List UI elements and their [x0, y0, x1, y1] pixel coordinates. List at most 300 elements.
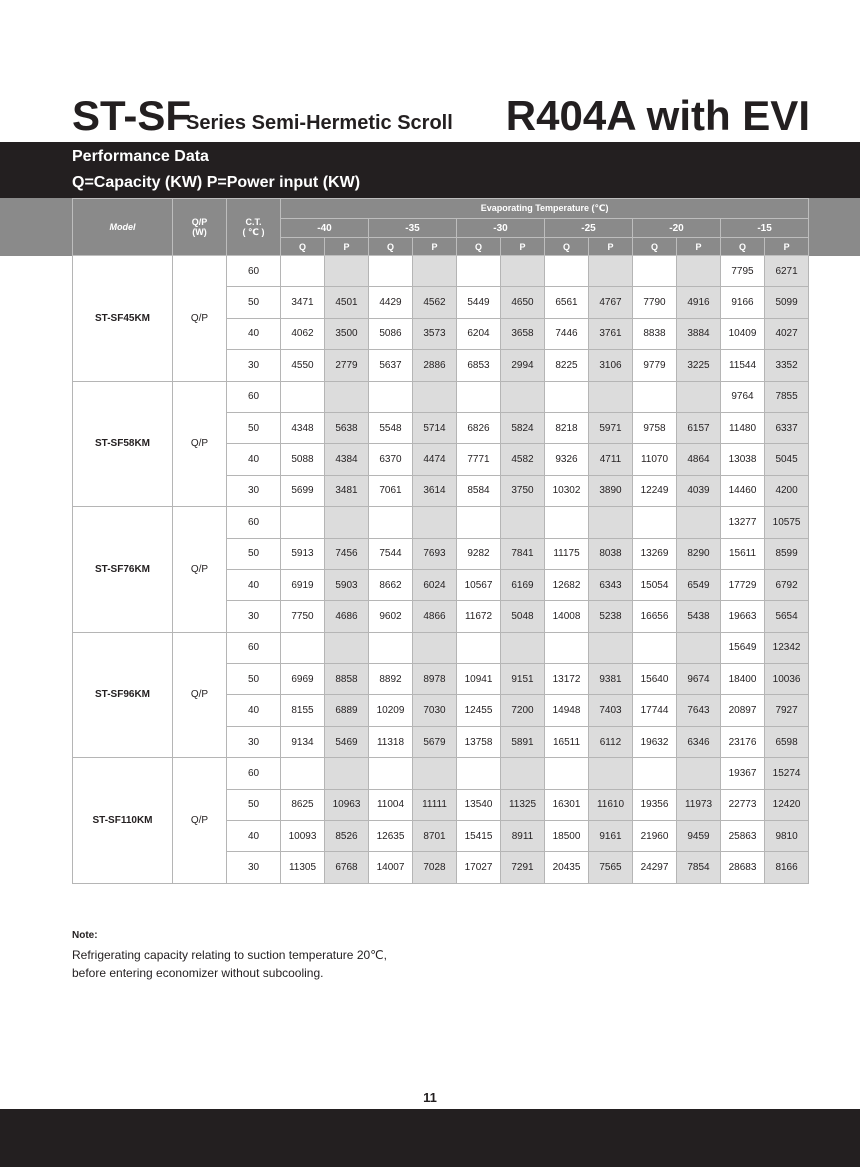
- capacity-cell: 15054: [633, 569, 677, 600]
- page-title-row: [72, 88, 812, 140]
- header-p: P: [677, 238, 721, 256]
- capacity-cell: [369, 632, 413, 663]
- series-title: ST-SF: [72, 92, 192, 139]
- power-cell: 7643: [677, 695, 721, 726]
- power-cell: 4864: [677, 444, 721, 475]
- header-temp: -30: [457, 219, 545, 238]
- power-cell: 6337: [765, 412, 809, 443]
- power-cell: 8166: [765, 852, 809, 883]
- power-cell: 8290: [677, 538, 721, 569]
- power-cell: 6549: [677, 569, 721, 600]
- power-cell: 6157: [677, 412, 721, 443]
- power-cell: 4562: [413, 287, 457, 318]
- model-name: ST-SF76KM: [73, 507, 173, 633]
- model-qp: Q/P: [173, 632, 227, 758]
- power-cell: 3884: [677, 318, 721, 349]
- performance-table: [72, 198, 809, 884]
- capacity-cell: 9282: [457, 538, 501, 569]
- capacity-cell: 11004: [369, 789, 413, 820]
- power-cell: 5891: [501, 726, 545, 757]
- capacity-cell: 6370: [369, 444, 413, 475]
- capacity-cell: 24297: [633, 852, 677, 883]
- ct-value: 60: [227, 632, 281, 663]
- capacity-cell: 19367: [721, 758, 765, 789]
- capacity-cell: 10209: [369, 695, 413, 726]
- power-cell: 3481: [325, 475, 369, 506]
- power-cell: 4200: [765, 475, 809, 506]
- capacity-cell: 5548: [369, 412, 413, 443]
- header-qp: [173, 199, 227, 256]
- header-p: P: [325, 238, 369, 256]
- capacity-cell: 14008: [545, 601, 589, 632]
- power-cell: 6346: [677, 726, 721, 757]
- power-cell: 5469: [325, 726, 369, 757]
- power-cell: 11973: [677, 789, 721, 820]
- header-temp: -20: [633, 219, 721, 238]
- capacity-cell: 17027: [457, 852, 501, 883]
- power-cell: 6169: [501, 569, 545, 600]
- capacity-cell: 7544: [369, 538, 413, 569]
- power-cell: 4474: [413, 444, 457, 475]
- power-cell: 7200: [501, 695, 545, 726]
- capacity-cell: 9764: [721, 381, 765, 412]
- capacity-cell: 6204: [457, 318, 501, 349]
- power-cell: 10036: [765, 664, 809, 695]
- capacity-cell: 4062: [281, 318, 325, 349]
- capacity-cell: 9326: [545, 444, 589, 475]
- capacity-cell: 20435: [545, 852, 589, 883]
- ct-value: 40: [227, 821, 281, 852]
- capacity-cell: 3471: [281, 287, 325, 318]
- power-cell: 6271: [765, 256, 809, 287]
- capacity-cell: 11480: [721, 412, 765, 443]
- ct-value: 40: [227, 444, 281, 475]
- capacity-cell: [369, 758, 413, 789]
- power-cell: 11610: [589, 789, 633, 820]
- power-cell: [413, 256, 457, 287]
- power-cell: 4039: [677, 475, 721, 506]
- power-cell: 6792: [765, 569, 809, 600]
- capacity-cell: 12249: [633, 475, 677, 506]
- note-line-2: before entering economizer without subcooling.: [72, 966, 324, 980]
- power-cell: 9161: [589, 821, 633, 852]
- power-cell: 2994: [501, 350, 545, 381]
- power-cell: 7291: [501, 852, 545, 883]
- capacity-cell: 5088: [281, 444, 325, 475]
- capacity-cell: 4550: [281, 350, 325, 381]
- capacity-cell: 5086: [369, 318, 413, 349]
- power-cell: 4650: [501, 287, 545, 318]
- power-cell: 4916: [677, 287, 721, 318]
- ct-value: 40: [227, 569, 281, 600]
- power-cell: 5679: [413, 726, 457, 757]
- power-cell: 4501: [325, 287, 369, 318]
- power-cell: 5099: [765, 287, 809, 318]
- power-cell: 5714: [413, 412, 457, 443]
- power-cell: [413, 507, 457, 538]
- note-title: Note:: [72, 930, 98, 941]
- capacity-cell: 18500: [545, 821, 589, 852]
- capacity-cell: 13269: [633, 538, 677, 569]
- power-cell: [501, 381, 545, 412]
- table-row: [73, 632, 809, 663]
- capacity-cell: 18400: [721, 664, 765, 695]
- ct-value: 40: [227, 318, 281, 349]
- power-cell: 5903: [325, 569, 369, 600]
- power-cell: 7030: [413, 695, 457, 726]
- capacity-cell: 7750: [281, 601, 325, 632]
- header-qp-line2: (W): [192, 227, 207, 237]
- capacity-cell: 5699: [281, 475, 325, 506]
- header-p: P: [589, 238, 633, 256]
- capacity-cell: 10409: [721, 318, 765, 349]
- power-cell: 7841: [501, 538, 545, 569]
- capacity-cell: 11318: [369, 726, 413, 757]
- section-legend: Q=Capacity (KW) P=Power input (KW): [72, 174, 361, 191]
- header-q: Q: [633, 238, 677, 256]
- header-ct-line2: ( ℃ ): [242, 226, 265, 237]
- header-temp: -15: [721, 219, 809, 238]
- power-cell: 12342: [765, 632, 809, 663]
- capacity-cell: [545, 256, 589, 287]
- power-cell: [325, 632, 369, 663]
- table-body: [73, 256, 809, 884]
- power-cell: [589, 256, 633, 287]
- capacity-cell: 9758: [633, 412, 677, 443]
- header-temp: -35: [369, 219, 457, 238]
- capacity-cell: [545, 381, 589, 412]
- capacity-cell: [369, 256, 413, 287]
- capacity-cell: 11070: [633, 444, 677, 475]
- power-cell: 7854: [677, 852, 721, 883]
- capacity-cell: 8155: [281, 695, 325, 726]
- power-cell: 10963: [325, 789, 369, 820]
- capacity-cell: 8838: [633, 318, 677, 349]
- header-p: P: [765, 238, 809, 256]
- power-cell: 4582: [501, 444, 545, 475]
- capacity-cell: 19632: [633, 726, 677, 757]
- power-cell: 11325: [501, 789, 545, 820]
- header-p: P: [501, 238, 545, 256]
- capacity-cell: 5913: [281, 538, 325, 569]
- capacity-cell: 9602: [369, 601, 413, 632]
- capacity-cell: 7790: [633, 287, 677, 318]
- power-cell: 7565: [589, 852, 633, 883]
- capacity-cell: [457, 381, 501, 412]
- capacity-cell: [281, 256, 325, 287]
- capacity-cell: 6969: [281, 664, 325, 695]
- power-cell: 3352: [765, 350, 809, 381]
- capacity-cell: 19663: [721, 601, 765, 632]
- capacity-cell: 13758: [457, 726, 501, 757]
- capacity-cell: 7771: [457, 444, 501, 475]
- capacity-cell: 7795: [721, 256, 765, 287]
- power-cell: [325, 381, 369, 412]
- model-qp: Q/P: [173, 381, 227, 507]
- capacity-cell: 11175: [545, 538, 589, 569]
- series-subtitle: Series Semi-Hermetic Scroll: [186, 112, 453, 134]
- power-cell: 4866: [413, 601, 457, 632]
- header-q: Q: [457, 238, 501, 256]
- capacity-cell: 8218: [545, 412, 589, 443]
- power-cell: [677, 507, 721, 538]
- capacity-cell: 19356: [633, 789, 677, 820]
- power-cell: 3106: [589, 350, 633, 381]
- capacity-cell: 16301: [545, 789, 589, 820]
- capacity-cell: [633, 256, 677, 287]
- capacity-cell: [457, 507, 501, 538]
- power-cell: 3573: [413, 318, 457, 349]
- power-cell: 5824: [501, 412, 545, 443]
- model-name: ST-SF45KM: [73, 256, 173, 382]
- capacity-cell: 5449: [457, 287, 501, 318]
- capacity-cell: 4348: [281, 412, 325, 443]
- model-qp: Q/P: [173, 256, 227, 382]
- power-cell: 4767: [589, 287, 633, 318]
- capacity-cell: 13540: [457, 789, 501, 820]
- power-cell: [501, 632, 545, 663]
- capacity-cell: 11544: [721, 350, 765, 381]
- header-qp-line1: Q/P: [191, 217, 208, 227]
- power-cell: 7693: [413, 538, 457, 569]
- power-cell: 3614: [413, 475, 457, 506]
- ct-value: 30: [227, 475, 281, 506]
- capacity-cell: 15640: [633, 664, 677, 695]
- power-cell: 8911: [501, 821, 545, 852]
- power-cell: 9151: [501, 664, 545, 695]
- power-cell: 5048: [501, 601, 545, 632]
- model-qp: Q/P: [173, 507, 227, 633]
- header-evap-temp: Evaporating Temperature (℃): [281, 199, 809, 219]
- capacity-cell: 10941: [457, 664, 501, 695]
- capacity-cell: [457, 758, 501, 789]
- table-row: [73, 256, 809, 287]
- header-temp: -40: [281, 219, 369, 238]
- power-cell: 5654: [765, 601, 809, 632]
- power-cell: 9674: [677, 664, 721, 695]
- capacity-cell: 16656: [633, 601, 677, 632]
- model-qp: Q/P: [173, 758, 227, 884]
- power-cell: 7855: [765, 381, 809, 412]
- capacity-cell: 13277: [721, 507, 765, 538]
- capacity-cell: 5637: [369, 350, 413, 381]
- ct-value: 50: [227, 412, 281, 443]
- capacity-cell: 25863: [721, 821, 765, 852]
- power-cell: 3225: [677, 350, 721, 381]
- capacity-cell: [281, 758, 325, 789]
- capacity-cell: 14948: [545, 695, 589, 726]
- power-cell: 9459: [677, 821, 721, 852]
- power-cell: 8978: [413, 664, 457, 695]
- capacity-cell: 6561: [545, 287, 589, 318]
- power-cell: 12420: [765, 789, 809, 820]
- power-cell: 4686: [325, 601, 369, 632]
- capacity-cell: 11672: [457, 601, 501, 632]
- power-cell: 5045: [765, 444, 809, 475]
- power-cell: 8599: [765, 538, 809, 569]
- capacity-cell: [545, 507, 589, 538]
- capacity-cell: 11305: [281, 852, 325, 883]
- power-cell: 7927: [765, 695, 809, 726]
- power-cell: 4384: [325, 444, 369, 475]
- capacity-cell: 15649: [721, 632, 765, 663]
- header-p: P: [413, 238, 457, 256]
- power-cell: [677, 758, 721, 789]
- power-cell: [413, 758, 457, 789]
- power-cell: [589, 507, 633, 538]
- power-cell: 11111: [413, 789, 457, 820]
- power-cell: [325, 507, 369, 538]
- power-cell: 6024: [413, 569, 457, 600]
- power-cell: [501, 507, 545, 538]
- capacity-cell: 14460: [721, 475, 765, 506]
- model-name: ST-SF110KM: [73, 758, 173, 884]
- model-name: ST-SF58KM: [73, 381, 173, 507]
- capacity-cell: 10093: [281, 821, 325, 852]
- power-cell: [677, 632, 721, 663]
- power-cell: 4711: [589, 444, 633, 475]
- power-cell: [589, 758, 633, 789]
- power-cell: 8701: [413, 821, 457, 852]
- header-ct: [227, 199, 281, 256]
- capacity-cell: 7446: [545, 318, 589, 349]
- power-cell: [325, 758, 369, 789]
- power-cell: 8038: [589, 538, 633, 569]
- power-cell: 6112: [589, 726, 633, 757]
- capacity-cell: [457, 632, 501, 663]
- capacity-cell: 20897: [721, 695, 765, 726]
- ct-value: 50: [227, 789, 281, 820]
- note-line-1: Refrigerating capacity relating to suction temperature 20℃,: [72, 948, 387, 962]
- power-cell: 9810: [765, 821, 809, 852]
- header-ct-line1: C.T.: [245, 216, 262, 227]
- capacity-cell: 9166: [721, 287, 765, 318]
- capacity-cell: 10567: [457, 569, 501, 600]
- ct-value: 60: [227, 381, 281, 412]
- ct-value: 50: [227, 287, 281, 318]
- header-q: Q: [721, 238, 765, 256]
- power-cell: 8858: [325, 664, 369, 695]
- power-cell: 4027: [765, 318, 809, 349]
- capacity-cell: 12682: [545, 569, 589, 600]
- capacity-cell: 15415: [457, 821, 501, 852]
- power-cell: [589, 381, 633, 412]
- power-cell: [413, 381, 457, 412]
- power-cell: 9381: [589, 664, 633, 695]
- power-cell: 6343: [589, 569, 633, 600]
- power-cell: 3761: [589, 318, 633, 349]
- table-row: [73, 381, 809, 412]
- power-cell: [677, 381, 721, 412]
- capacity-cell: 9779: [633, 350, 677, 381]
- section-band: [0, 142, 860, 198]
- power-cell: 5238: [589, 601, 633, 632]
- power-cell: 10575: [765, 507, 809, 538]
- refrigerant-title: R404A with EVI: [505, 92, 810, 139]
- capacity-cell: 17744: [633, 695, 677, 726]
- power-cell: [501, 758, 545, 789]
- capacity-cell: [369, 507, 413, 538]
- header-model: Model: [73, 199, 173, 256]
- power-cell: 7456: [325, 538, 369, 569]
- capacity-cell: [281, 381, 325, 412]
- capacity-cell: [281, 632, 325, 663]
- capacity-cell: 14007: [369, 852, 413, 883]
- capacity-cell: 12635: [369, 821, 413, 852]
- capacity-cell: 13172: [545, 664, 589, 695]
- capacity-cell: 21960: [633, 821, 677, 852]
- ct-value: 60: [227, 507, 281, 538]
- power-cell: 7028: [413, 852, 457, 883]
- capacity-cell: [545, 758, 589, 789]
- capacity-cell: 8662: [369, 569, 413, 600]
- capacity-cell: [545, 632, 589, 663]
- power-cell: [325, 256, 369, 287]
- power-cell: 7403: [589, 695, 633, 726]
- power-cell: 2886: [413, 350, 457, 381]
- footer-band: [0, 1109, 860, 1167]
- ct-value: 30: [227, 852, 281, 883]
- power-cell: 2779: [325, 350, 369, 381]
- capacity-cell: [633, 507, 677, 538]
- power-cell: 3750: [501, 475, 545, 506]
- power-cell: [677, 256, 721, 287]
- power-cell: 5971: [589, 412, 633, 443]
- ct-value: 60: [227, 256, 281, 287]
- ct-value: 30: [227, 601, 281, 632]
- capacity-cell: 6853: [457, 350, 501, 381]
- power-cell: 8526: [325, 821, 369, 852]
- power-cell: 3500: [325, 318, 369, 349]
- capacity-cell: 16511: [545, 726, 589, 757]
- capacity-cell: 23176: [721, 726, 765, 757]
- capacity-cell: 8584: [457, 475, 501, 506]
- capacity-cell: 12455: [457, 695, 501, 726]
- power-cell: 3658: [501, 318, 545, 349]
- page-number: 11: [423, 1090, 437, 1105]
- table-row: [73, 507, 809, 538]
- capacity-cell: 8625: [281, 789, 325, 820]
- header-temp: -25: [545, 219, 633, 238]
- power-cell: 6889: [325, 695, 369, 726]
- power-cell: 6768: [325, 852, 369, 883]
- capacity-cell: [633, 758, 677, 789]
- capacity-cell: 4429: [369, 287, 413, 318]
- section-heading: Performance Data: [72, 148, 209, 165]
- capacity-cell: 8225: [545, 350, 589, 381]
- power-cell: [501, 256, 545, 287]
- capacity-cell: [457, 256, 501, 287]
- power-cell: 15274: [765, 758, 809, 789]
- power-cell: 3890: [589, 475, 633, 506]
- ct-value: 30: [227, 350, 281, 381]
- power-cell: 5638: [325, 412, 369, 443]
- ct-value: 50: [227, 664, 281, 695]
- capacity-cell: 7061: [369, 475, 413, 506]
- header-q: Q: [369, 238, 413, 256]
- capacity-cell: [633, 381, 677, 412]
- capacity-cell: 28683: [721, 852, 765, 883]
- ct-value: 30: [227, 726, 281, 757]
- header-q: Q: [281, 238, 325, 256]
- table-row: [73, 758, 809, 789]
- capacity-cell: 10302: [545, 475, 589, 506]
- ct-value: 50: [227, 538, 281, 569]
- power-cell: 5438: [677, 601, 721, 632]
- power-cell: [589, 632, 633, 663]
- capacity-cell: 13038: [721, 444, 765, 475]
- capacity-cell: [633, 632, 677, 663]
